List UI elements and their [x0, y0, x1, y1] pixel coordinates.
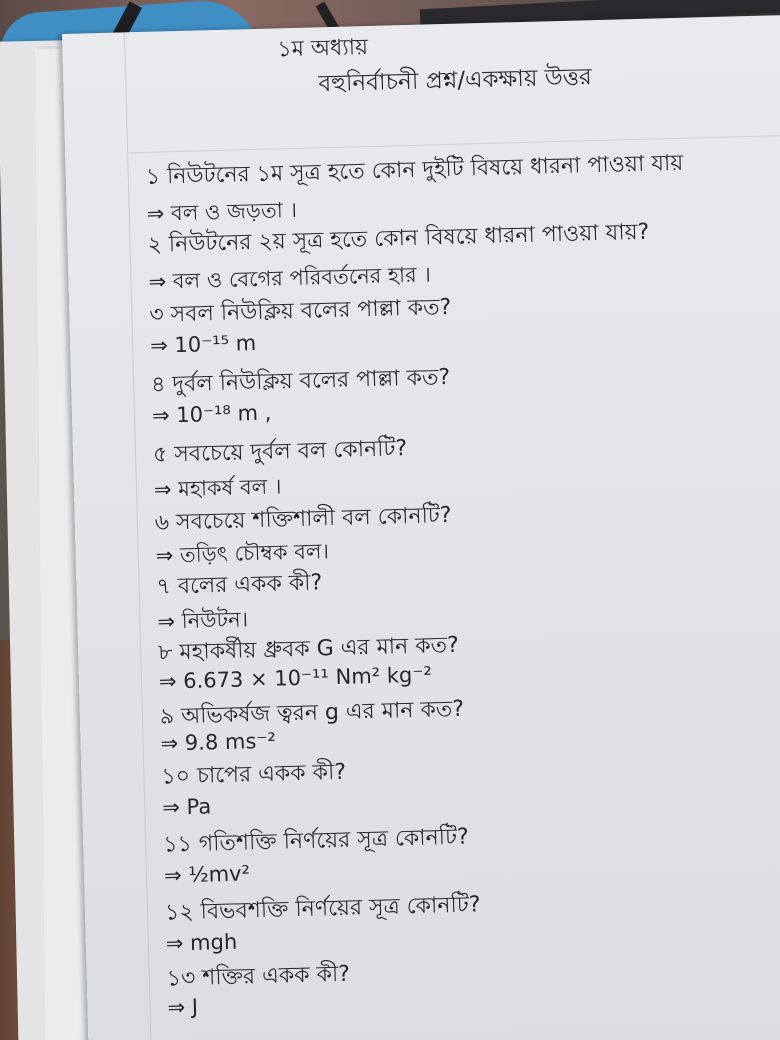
notebook-page: [62, 14, 780, 1040]
question-9: ৯ অভিকর্ষজ ত্বরন g এর মান কত?: [159, 696, 465, 730]
answer-3: ⇒ 10⁻¹⁵ m: [149, 331, 257, 358]
question-1: ১ নিউটনের ১ম সূত্র হতে কোন দুইটি বিষয়ে ধারনা পাওয়া যায়: [145, 150, 684, 190]
question-10: ১০ চাপের একক কী?: [161, 759, 347, 790]
answer-5: ⇒ মহাকর্ষ বল ।: [153, 474, 282, 502]
question-7: ৭ বলের একক কী?: [156, 570, 323, 600]
answer-12: ⇒ mgh: [165, 929, 238, 956]
answer-4: ⇒ 10⁻¹⁸ m ,: [151, 400, 272, 428]
question-8: ৮ মহাকর্ষীয় ধ্রুবক G এর মান কত?: [157, 632, 460, 666]
answer-11: ⇒ ½mv²: [163, 861, 251, 888]
question-6: ৬ সবচেয়ে শক্তিশালী বল কোনটি?: [154, 502, 452, 536]
answer-6: ⇒ তড়িৎ চৌম্বক বল।: [155, 539, 330, 568]
answer-13: ⇒ J: [167, 994, 199, 1020]
answer-8: ⇒ 6.673 × 10⁻¹¹ Nm² kg⁻²: [158, 662, 433, 694]
chapter-title: ১ম অধ্যায়: [277, 34, 369, 63]
question-5: ৫ সবচেয়ে দুর্বল বল কোনটি?: [152, 436, 408, 468]
question-2: ২ নিউটনের ২য় সূত্র হতে কোন বিষয়ে ধারনা পাওয়া যায়?: [147, 219, 650, 258]
answer-2: ⇒ বল ও বেগের পরিবর্তনের হার ।: [148, 262, 432, 294]
answer-10: ⇒ Pa: [161, 794, 212, 820]
question-11: ১১ গতিশক্তি নির্ণয়ের সূত্র কোনটি?: [162, 824, 470, 858]
question-12: ১২ বিভবশক্তি নির্ণয়ের সূত্র কোনটি?: [164, 892, 481, 926]
question-4: ৪ দুর্বল নিউক্লিয় বলের পাল্লা কত?: [150, 364, 451, 398]
answer-1: ⇒ বল ও জড়তা ।: [146, 197, 298, 226]
answer-9: ⇒ 9.8 ms⁻²: [160, 728, 277, 756]
section-subtitle: বহুনির্বাচনী প্রশ্ন/একক্ষায় উত্তর: [318, 64, 593, 98]
question-13: ১৩ শক্তির একক কী?: [166, 961, 351, 992]
answer-7: ⇒ নিউটন।: [157, 607, 249, 634]
question-3: ৩ সবল নিউক্লিয় বলের পাল্লা কত?: [149, 294, 452, 328]
